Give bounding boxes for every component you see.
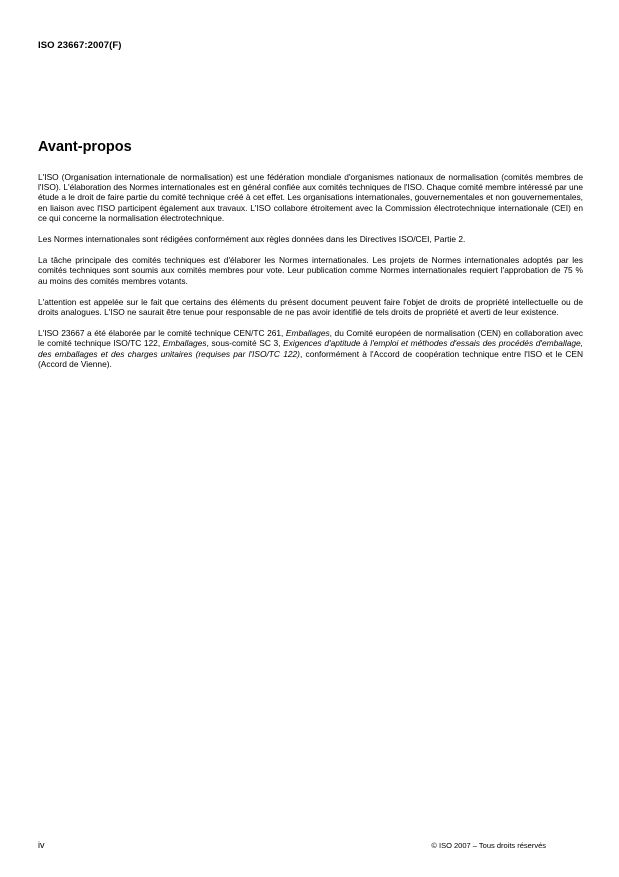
paragraph-1: L'ISO (Organisation internationale de normalisation) est une fédération mondiale d'organismes nationaux de normalisation (comités membres de l'ISO). L'élaboration des Normes internationales est en général confiée aux comités techniques de l'ISO. Chaque comité membre intéressé par une étude a le droit de faire partie du comité technique créé à cet effet. Les organisations internationales, gouvernementales et non gouvernementales, en liaison avec l'ISO participent également aux travaux. L'ISO collabore étroitement avec la Commission électrotechnique internationale (CEI) en ce qui concerne la normalisation électrotechnique. — [38, 172, 583, 223]
paragraph-4: L'attention est appelée sur le fait que certains des éléments du présent document peuvent faire l'objet de droits de propriété intellectuelle ou de droits analogues. L'ISO ne saurait être tenue pour responsable de ne pas avoir identifié de tels droits de propriété et averti de leur existence. — [38, 296, 583, 318]
paragraph-5-text-2: , du Comité européen de normalisation (CEN) en collaboration avec le comité technique ISO/TC 122, — [38, 328, 583, 349]
section-title: Avant-propos — [38, 139, 132, 155]
paragraph-3: La tâche principale des comités techniques est d'élaborer les Normes internationales. Les projets de Normes internationales adoptés par les comités techniques sont soumis aux comités membres pour vote. Leur publication comme Normes internationales requiert l'approbation de 75 % au moins des comités membres votants. — [38, 255, 583, 286]
copyright-notice: © ISO 2007 – Tous droits réservés — [431, 841, 546, 850]
paragraph-5-text-1: L'ISO 23667 a été élaborée par le comité technique CEN/TC 261, — [38, 328, 286, 339]
paragraph-5-italic-1: Emballages — [285, 328, 330, 339]
paragraph-5-text-3: , sous-comité SC 3, — [206, 338, 284, 349]
paragraph-5-italic-3: Exigences d'aptitude à l'emploi et méthodes d'essais des procédés d'emballage, des emballages et des charges unitaires (requises par l'ISO/TC 122) — [38, 338, 583, 359]
paragraph-5 — [38, 328, 583, 369]
paragraph-2: Les Normes internationales sont rédigées conformément aux règles données dans les Directives ISO/CEI, Partie 2. — [38, 234, 466, 245]
page-number: iv — [38, 840, 45, 850]
document-id: ISO 23667:2007(F) — [38, 40, 122, 51]
paragraph-5-italic-2: Emballages — [162, 338, 207, 349]
paragraph-5-text-4: , conformément à l'Accord de coopération technique entre l'ISO et le CEN (Accord de Vienne). — [38, 348, 584, 369]
foreword-body — [38, 172, 583, 380]
